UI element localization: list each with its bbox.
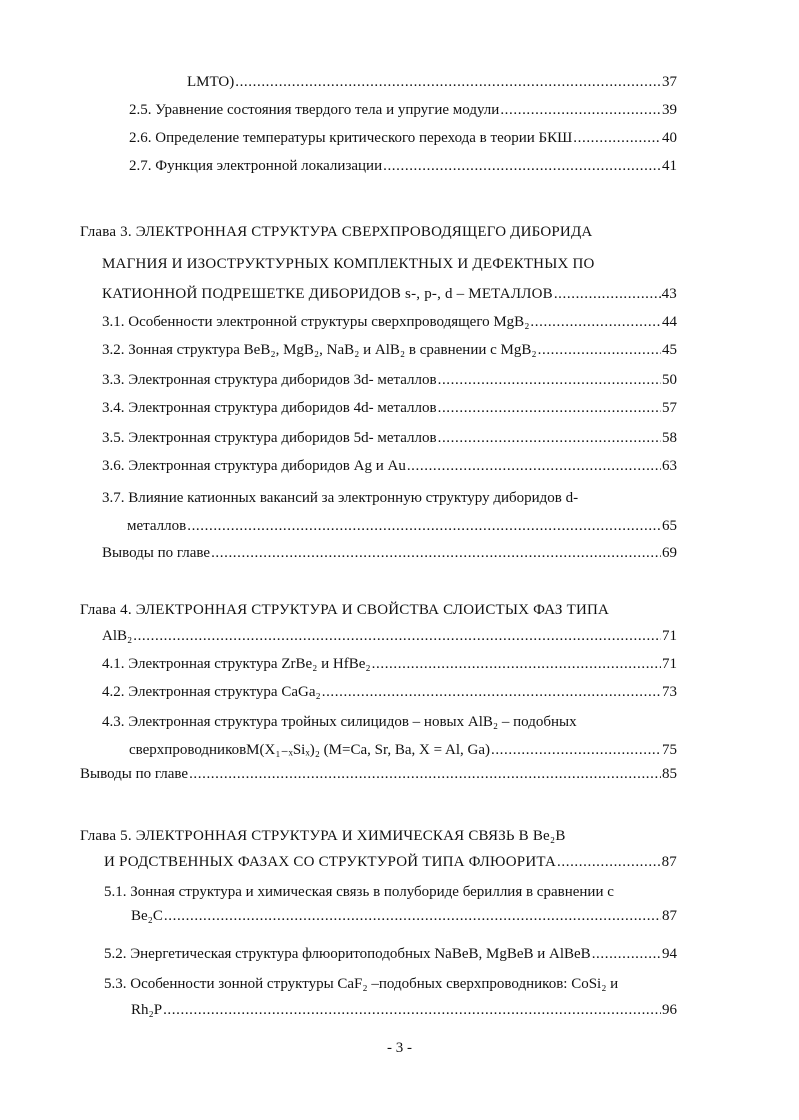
toc-entry-ch4-conclusions [80,766,677,786]
chapter-3-heading-line2: МАГНИЯ И ИЗОСТРУКТУРНЫХ КОМПЛЕКТНЫХ И ДЕФЕКТНЫХ ПО [102,256,595,272]
toc-entry-title: металлов [127,518,187,534]
toc-page-number: 96 [662,1002,677,1018]
toc-leader-dots [438,400,661,417]
toc-entry-5-3-line1: 5.3. Особенности зонной структуры CaF₂ –подобных сверхпроводников: CoSi₂ и [104,976,619,992]
toc-entry-ch3-conclusions [102,545,677,565]
chapter-4-heading-line2 [102,628,677,648]
toc-page-number: 40 [662,130,677,146]
toc-entry-5-1-line1: 5.1. Зонная структура и химическая связь в полубориде бериллия в сравнении с [104,884,614,900]
toc-entry-title: И РОДСТВЕННЫХ ФАЗАХ СО СТРУКТУРОЙ ТИПА ФЛЮОРИТА [104,854,557,870]
toc-page-number: 69 [662,545,677,561]
toc-leader-dots [372,656,661,673]
toc-leader-dots [322,684,661,701]
toc-page-number: 73 [662,684,677,700]
toc-entry-title: 4.1. Электронная структура ZrBe₂ и HfBe₂ [102,656,371,672]
toc-entry-lmto [187,74,677,94]
toc-entry-4-3-line1: 4.3. Электронная структура тройных силицидов – новых AlB₂ – подобных [102,714,577,730]
toc-entry-3-7-line2 [127,518,677,538]
page-number: - 3 - [387,1040,412,1056]
toc-leader-dots [491,742,661,759]
toc-page-number: 44 [662,314,677,330]
toc-entry-title: Rh₂P [131,1002,163,1018]
toc-entry-title: 3.6. Электронная структура диборидов Ag и Au [102,458,406,474]
toc-leader-dots [500,102,661,119]
toc-entry-title: 5.2. Энергетическая структура флюоритоподобных NaBeB, MgBeB и AlBeB [104,946,591,962]
toc-leader-dots [438,372,661,389]
toc-page-number: 39 [662,102,677,118]
chapter-3-heading-line3 [102,286,677,306]
toc-leader-dots [554,286,661,303]
toc-entry-title: 3.2. Зонная структура BeB₂, MgB₂, NaB₂ и AlB₂ в сравнении с MgB₂ [102,342,537,358]
toc-entry-title: 3.4. Электронная структура диборидов 4d- металлов [102,400,437,416]
toc-entry-title: 2.7. Функция электронной локализации [129,158,383,174]
toc-leader-dots [557,854,661,871]
toc-entry-title: 2.6. Определение температуры критического перехода в теории БКШ [129,130,573,146]
toc-leader-dots [189,766,661,783]
toc-entry-title: КАТИОННОЙ ПОДРЕШЕТКЕ ДИБОРИДОВ s-, p-, d – МЕТАЛЛОВ [102,286,553,302]
toc-leader-dots [530,314,661,331]
toc-entry-title: LMTO) [187,74,235,90]
toc-entry-title: Выводы по главе [80,766,189,782]
toc-page-number: 94 [662,946,677,962]
toc-page-number: 58 [662,430,677,446]
toc-page-number: 71 [662,656,677,672]
chapter-4-heading-line1: Глава 4. ЭЛЕКТРОННАЯ СТРУКТУРА И СВОЙСТВА СЛОИСТЫХ ФАЗ ТИПА [80,602,610,618]
toc-leader-dots [592,946,661,963]
toc-leader-dots [163,1002,661,1019]
toc-entry-5-1-line2 [131,908,677,928]
toc-entry-5-2 [104,946,677,966]
toc-entry-2-5 [129,102,677,122]
toc-entry-title: Выводы по главе [102,545,211,561]
toc-leader-dots [187,518,661,535]
toc-page-number: 71 [662,628,677,644]
toc-entry-3-3 [102,372,677,392]
toc-entry-5-3-line2 [131,1002,677,1022]
toc-page-number: 43 [661,286,677,302]
toc-page-number: 41 [662,158,677,174]
toc-entry-title: AlB₂ [102,628,133,644]
chapter-3-heading-line1: Глава 3. ЭЛЕКТРОННАЯ СТРУКТУРА СВЕРХПРОВОДЯЩЕГО ДИБОРИДА [80,224,593,240]
toc-entry-title: 3.5. Электронная структура диборидов 5d- металлов [102,430,437,446]
toc-leader-dots [133,628,661,645]
toc-leader-dots [235,74,661,91]
toc-page-number: 75 [662,742,677,758]
toc-entry-3-7-line1: 3.7. Влияние катионных вакансий за электронную структуру диборидов d- [102,490,579,506]
toc-page-number: 57 [662,400,677,416]
toc-leader-dots [164,908,661,925]
toc-entry-title: 4.2. Электронная структура CaGa₂ [102,684,321,700]
toc-page-number: 87 [662,908,677,924]
toc-leader-dots [538,342,661,359]
toc-entry-2-6 [129,130,677,150]
chapter-5-heading-line1: Глава 5. ЭЛЕКТРОННАЯ СТРУКТУРА И ХИМИЧЕСКАЯ СВЯЗЬ В Be₂B [80,828,566,844]
toc-entry-3-2 [102,342,677,362]
toc-entry-3-5 [102,430,677,450]
toc-leader-dots [573,130,661,147]
toc-entry-2-7 [129,158,677,178]
toc-entry-title: 3.1. Особенности электронной структуры сверхпроводящего MgB₂ [102,314,530,330]
toc-entry-title: сверхпроводниковM(X₁₋ₓSiₓ)₂ (M=Ca, Sr, Ba, X = Al, Ga) [129,742,490,758]
toc-page-number: 50 [662,372,677,388]
toc-entry-3-1 [102,314,677,334]
toc-leader-dots [438,430,661,447]
toc-page-number: 45 [662,342,677,358]
toc-leader-dots [407,458,661,475]
toc-entry-4-2 [102,684,677,704]
toc-entry-4-3-line2 [129,740,677,760]
toc-entry-4-1 [102,656,677,676]
toc-entry-title: 3.3. Электронная структура диборидов 3d- металлов [102,372,437,388]
toc-leader-dots [211,545,661,562]
toc-entry-title: 2.5. Уравнение состояния твердого тела и упругие модули [129,102,500,118]
toc-entry-title: Be₂C [131,908,163,924]
toc-entry-3-4 [102,400,677,420]
toc-page-number: 85 [662,766,677,782]
toc-page-number: 65 [662,518,677,534]
chapter-5-heading-line2 [104,854,677,874]
toc-page-number: 37 [662,74,677,90]
toc-entry-3-6 [102,458,677,478]
toc-page-number: 63 [662,458,677,474]
toc-leader-dots [383,158,661,175]
toc-page-number: 87 [661,854,677,870]
